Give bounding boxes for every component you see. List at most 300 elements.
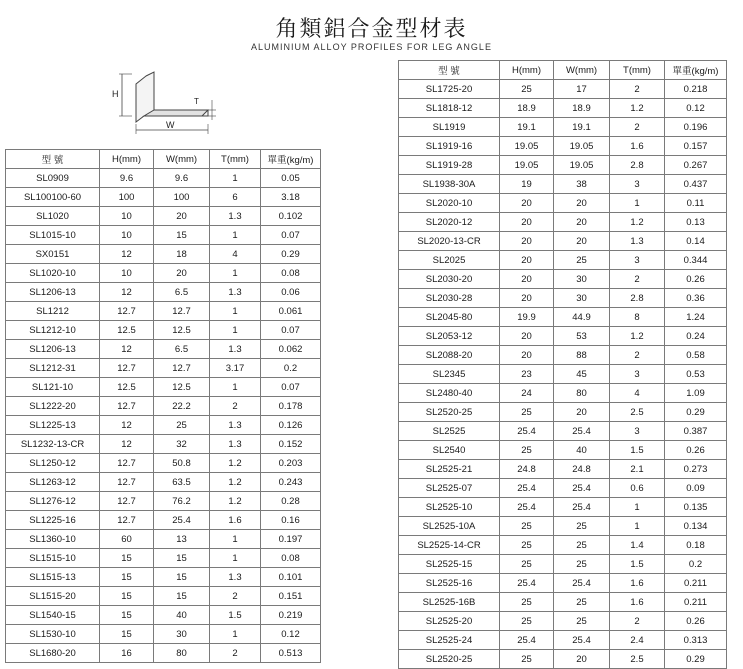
cell-model: SL2480-40 [399, 384, 500, 403]
cell-thickness: 1.2 [210, 492, 261, 511]
cell-width: 76.2 [154, 492, 210, 511]
cell-thickness: 1.3 [210, 283, 261, 302]
col-header-height: H(mm) [500, 61, 554, 80]
table-row [6, 340, 321, 359]
cell-thickness: 3 [610, 175, 665, 194]
table-row [6, 378, 321, 397]
cell-thickness: 2 [610, 80, 665, 99]
cell-model: SL2030-28 [399, 289, 500, 308]
cell-model: SL2045-80 [399, 308, 500, 327]
cell-unit-weight: 0.08 [261, 549, 321, 568]
col-header-width: W(mm) [154, 150, 210, 169]
cell-width: 25 [554, 612, 610, 631]
cell-model: SL2540 [399, 441, 500, 460]
table-row [6, 397, 321, 416]
cell-width: 19.05 [554, 137, 610, 156]
cell-width: 32 [154, 435, 210, 454]
cell-height: 10 [100, 207, 154, 226]
table-row [399, 498, 727, 517]
cell-thickness: 8 [610, 308, 665, 327]
cell-unit-weight: 0.152 [261, 435, 321, 454]
table-row [399, 612, 727, 631]
table-row [6, 264, 321, 283]
cell-unit-weight: 0.26 [665, 612, 727, 631]
cell-unit-weight: 0.344 [665, 251, 727, 270]
cell-unit-weight: 0.06 [261, 283, 321, 302]
cell-unit-weight: 0.211 [665, 574, 727, 593]
col-header-model: 型 號 [6, 150, 100, 169]
cell-width: 80 [554, 384, 610, 403]
cell-thickness: 1.2 [610, 213, 665, 232]
cell-thickness: 1 [610, 194, 665, 213]
cell-height: 16 [100, 644, 154, 663]
cell-height: 25 [500, 80, 554, 99]
cell-unit-weight: 0.219 [261, 606, 321, 625]
cell-unit-weight: 0.16 [261, 511, 321, 530]
cell-height: 10 [100, 264, 154, 283]
cell-height: 20 [500, 213, 554, 232]
cell-height: 12 [100, 340, 154, 359]
cell-width: 19.05 [554, 156, 610, 175]
cell-width: 20 [554, 403, 610, 422]
cell-model: SL1919-16 [399, 137, 500, 156]
cell-width: 20 [554, 213, 610, 232]
page-title: 角類鋁合金型材表 [275, 17, 468, 42]
cell-width: 50.8 [154, 454, 210, 473]
cell-height: 20 [500, 289, 554, 308]
cell-height: 12.7 [100, 302, 154, 321]
cell-model: SL2525-15 [399, 555, 500, 574]
cell-width: 20 [154, 207, 210, 226]
col-header-width: W(mm) [554, 61, 610, 80]
cell-unit-weight: 0.26 [665, 441, 727, 460]
cell-unit-weight: 3.18 [261, 188, 321, 207]
cell-unit-weight: 0.135 [665, 498, 727, 517]
table-row [6, 245, 321, 264]
table-row [6, 492, 321, 511]
cell-width: 30 [554, 270, 610, 289]
cell-model: SL1212-31 [6, 359, 100, 378]
cell-unit-weight: 0.18 [665, 536, 727, 555]
cell-thickness: 2 [610, 270, 665, 289]
cell-unit-weight: 0.157 [665, 137, 727, 156]
cell-thickness: 1 [210, 226, 261, 245]
table-row [6, 435, 321, 454]
cell-unit-weight: 0.08 [261, 264, 321, 283]
cell-thickness: 1 [210, 321, 261, 340]
cell-height: 15 [100, 625, 154, 644]
cell-model: SX0151 [6, 245, 100, 264]
cell-model: SL1515-10 [6, 549, 100, 568]
cell-height: 25.4 [500, 498, 554, 517]
cell-width: 12.7 [154, 302, 210, 321]
cell-width: 12.7 [154, 359, 210, 378]
cell-model: SL1206-13 [6, 283, 100, 302]
cell-unit-weight: 0.151 [261, 587, 321, 606]
cell-model: SL1919-28 [399, 156, 500, 175]
table-row [6, 169, 321, 188]
cell-unit-weight: 0.07 [261, 321, 321, 340]
cell-unit-weight: 0.197 [261, 530, 321, 549]
table-row [6, 359, 321, 378]
cell-width: 20 [554, 650, 610, 669]
cell-width: 100 [154, 188, 210, 207]
cell-height: 25 [500, 403, 554, 422]
cell-model: SL2020-10 [399, 194, 500, 213]
cell-model: SL2525-07 [399, 479, 500, 498]
table-row [6, 625, 321, 644]
table-row [6, 188, 321, 207]
cell-thickness: 1 [210, 549, 261, 568]
cell-height: 15 [100, 568, 154, 587]
cell-width: 25 [154, 416, 210, 435]
table-header-row [6, 150, 321, 169]
table-row [6, 644, 321, 663]
table-row [399, 270, 727, 289]
table-row [6, 454, 321, 473]
cell-width: 15 [154, 587, 210, 606]
table-row [399, 460, 727, 479]
cell-unit-weight: 0.53 [665, 365, 727, 384]
cell-unit-weight: 0.14 [665, 232, 727, 251]
table-row [6, 511, 321, 530]
cell-thickness: 1.4 [610, 536, 665, 555]
cell-model: SL2520-25 [399, 650, 500, 669]
cell-width: 25.4 [154, 511, 210, 530]
table-row [399, 118, 727, 137]
cell-height: 19.9 [500, 308, 554, 327]
cell-width: 18 [154, 245, 210, 264]
cell-model: SL1818-12 [399, 99, 500, 118]
cell-unit-weight: 0.07 [261, 226, 321, 245]
cell-unit-weight: 0.24 [665, 327, 727, 346]
cell-height: 25.4 [500, 422, 554, 441]
cell-model: SL2520-25 [399, 403, 500, 422]
table-row [6, 302, 321, 321]
table-row [399, 346, 727, 365]
cell-unit-weight: 0.203 [261, 454, 321, 473]
cell-width: 25.4 [554, 631, 610, 650]
cell-thickness: 1 [210, 625, 261, 644]
cell-height: 24 [500, 384, 554, 403]
cell-width: 6.5 [154, 340, 210, 359]
table-row [399, 517, 727, 536]
col-header-thickness: T(mm) [610, 61, 665, 80]
cell-width: 45 [554, 365, 610, 384]
cell-width: 15 [154, 549, 210, 568]
cell-width: 53 [554, 327, 610, 346]
cell-height: 12.7 [100, 454, 154, 473]
cell-model: SL2025 [399, 251, 500, 270]
cell-model: SL0909 [6, 169, 100, 188]
cell-width: 25 [554, 517, 610, 536]
cell-model: SL2525-21 [399, 460, 500, 479]
cell-height: 20 [500, 346, 554, 365]
cell-thickness: 2 [610, 118, 665, 137]
cell-height: 12 [100, 245, 154, 264]
table-row [399, 213, 727, 232]
cell-thickness: 1 [210, 530, 261, 549]
table-row [399, 137, 727, 156]
cell-height: 12.5 [100, 321, 154, 340]
cell-thickness: 1.3 [210, 435, 261, 454]
cell-unit-weight: 0.2 [261, 359, 321, 378]
cell-unit-weight: 0.36 [665, 289, 727, 308]
page-subtitle: ALUMINIUM ALLOY PROFILES FOR LEG ANGLE [251, 42, 492, 52]
table-row [399, 441, 727, 460]
table-row [399, 422, 727, 441]
col-header-unit-weight: 單重(kg/m) [665, 61, 727, 80]
cell-unit-weight: 0.196 [665, 118, 727, 137]
cell-unit-weight: 0.273 [665, 460, 727, 479]
cell-thickness: 2.8 [610, 156, 665, 175]
col-header-height: H(mm) [100, 150, 154, 169]
table-row [6, 416, 321, 435]
t-label: T [194, 97, 199, 106]
cell-unit-weight: 0.29 [665, 650, 727, 669]
cell-height: 18.9 [500, 99, 554, 118]
cell-width: 20 [554, 232, 610, 251]
cell-unit-weight: 0.26 [665, 270, 727, 289]
cell-height: 25.4 [500, 574, 554, 593]
cell-height: 25 [500, 536, 554, 555]
cell-width: 80 [154, 644, 210, 663]
table-row [399, 308, 727, 327]
table-row [399, 194, 727, 213]
cell-width: 13 [154, 530, 210, 549]
cell-model: SL1680-20 [6, 644, 100, 663]
cell-thickness: 2.8 [610, 289, 665, 308]
cell-width: 25.4 [554, 422, 610, 441]
cell-height: 20 [500, 270, 554, 289]
cell-thickness: 2.1 [610, 460, 665, 479]
cell-model: SL121-10 [6, 378, 100, 397]
cell-thickness: 1 [610, 517, 665, 536]
cell-thickness: 3.17 [210, 359, 261, 378]
cell-width: 19.1 [554, 118, 610, 137]
cell-model: SL2525 [399, 422, 500, 441]
cell-width: 25.4 [554, 574, 610, 593]
cell-model: SL1263-12 [6, 473, 100, 492]
cell-height: 12.7 [100, 473, 154, 492]
cell-model: SL1515-20 [6, 587, 100, 606]
cell-thickness: 4 [610, 384, 665, 403]
cell-thickness: 1.2 [210, 473, 261, 492]
cell-height: 19.1 [500, 118, 554, 137]
cell-width: 30 [154, 625, 210, 644]
cell-unit-weight: 1.09 [665, 384, 727, 403]
cell-model: SL2020-12 [399, 213, 500, 232]
cell-thickness: 2.5 [610, 650, 665, 669]
cell-thickness: 3 [610, 422, 665, 441]
cell-height: 25 [500, 650, 554, 669]
leg-angle-diagram [108, 70, 218, 140]
cell-thickness: 1.2 [210, 454, 261, 473]
cell-thickness: 1.5 [610, 555, 665, 574]
table-row [6, 473, 321, 492]
cell-thickness: 1.5 [210, 606, 261, 625]
table-header-row [399, 61, 727, 80]
cell-unit-weight: 0.13 [665, 213, 727, 232]
cell-height: 25.4 [500, 631, 554, 650]
cell-model: SL2020-13-CR [399, 232, 500, 251]
cell-height: 20 [500, 232, 554, 251]
table-row [399, 80, 727, 99]
cell-unit-weight: 0.126 [261, 416, 321, 435]
cell-model: SL1212-10 [6, 321, 100, 340]
col-header-model: 型 號 [399, 61, 500, 80]
cell-width: 25.4 [554, 498, 610, 517]
table-row [399, 384, 727, 403]
table-row [6, 587, 321, 606]
cell-width: 40 [154, 606, 210, 625]
cell-height: 12.5 [100, 378, 154, 397]
cell-thickness: 1 [610, 498, 665, 517]
cell-height: 12 [100, 283, 154, 302]
cell-width: 40 [554, 441, 610, 460]
cell-model: SL1540-15 [6, 606, 100, 625]
cell-model: SL1919 [399, 118, 500, 137]
cell-model: SL2053-12 [399, 327, 500, 346]
table-row [399, 536, 727, 555]
cell-thickness: 3 [610, 365, 665, 384]
cell-width: 22.2 [154, 397, 210, 416]
profiles-table-right [398, 60, 727, 669]
cell-width: 20 [154, 264, 210, 283]
right-table-body [399, 80, 727, 669]
cell-model: SL2525-14-CR [399, 536, 500, 555]
cell-height: 25 [500, 441, 554, 460]
table-row [6, 568, 321, 587]
cell-model: SL1225-16 [6, 511, 100, 530]
table-row [399, 156, 727, 175]
cell-thickness: 1.2 [610, 99, 665, 118]
cell-model: SL1250-12 [6, 454, 100, 473]
cell-unit-weight: 0.11 [665, 194, 727, 213]
cell-thickness: 1.6 [610, 593, 665, 612]
cell-unit-weight: 0.05 [261, 169, 321, 188]
cell-thickness: 2 [210, 644, 261, 663]
cell-height: 23 [500, 365, 554, 384]
cell-unit-weight: 0.12 [665, 99, 727, 118]
cell-height: 20 [500, 194, 554, 213]
table-row [6, 226, 321, 245]
cell-width: 38 [554, 175, 610, 194]
cell-width: 25.4 [554, 479, 610, 498]
cell-height: 12 [100, 416, 154, 435]
cell-model: SL2345 [399, 365, 500, 384]
cell-model: SL1276-12 [6, 492, 100, 511]
table-row [6, 606, 321, 625]
table-row [399, 631, 727, 650]
cell-width: 88 [554, 346, 610, 365]
cell-model: SL1938-30A [399, 175, 500, 194]
cell-thickness: 1.3 [610, 232, 665, 251]
cell-thickness: 2 [210, 397, 261, 416]
cell-thickness: 1 [210, 378, 261, 397]
cell-model: SL2030-20 [399, 270, 500, 289]
cell-thickness: 1.6 [210, 511, 261, 530]
cell-model: SL1225-13 [6, 416, 100, 435]
cell-height: 60 [100, 530, 154, 549]
cell-thickness: 2.5 [610, 403, 665, 422]
cell-thickness: 1 [210, 302, 261, 321]
cell-width: 20 [554, 194, 610, 213]
cell-model: SL2525-24 [399, 631, 500, 650]
cell-height: 25 [500, 555, 554, 574]
cell-unit-weight: 0.218 [665, 80, 727, 99]
table-row [399, 650, 727, 669]
cell-unit-weight: 0.513 [261, 644, 321, 663]
cell-width: 15 [154, 568, 210, 587]
profiles-table-left [5, 149, 321, 663]
cell-width: 25 [554, 536, 610, 555]
cell-model: SL1020 [6, 207, 100, 226]
cell-thickness: 1 [210, 169, 261, 188]
cell-unit-weight: 0.09 [665, 479, 727, 498]
cell-height: 12.7 [100, 397, 154, 416]
cell-height: 9.6 [100, 169, 154, 188]
cell-thickness: 1.2 [610, 327, 665, 346]
cell-height: 12.7 [100, 492, 154, 511]
table-row [399, 593, 727, 612]
cell-model: SL2525-16B [399, 593, 500, 612]
col-header-thickness: T(mm) [210, 150, 261, 169]
cell-width: 15 [154, 226, 210, 245]
table-row [399, 251, 727, 270]
cell-thickness: 0.6 [610, 479, 665, 498]
cell-unit-weight: 0.2 [665, 555, 727, 574]
cell-unit-weight: 0.178 [261, 397, 321, 416]
cell-unit-weight: 0.28 [261, 492, 321, 511]
cell-height: 10 [100, 226, 154, 245]
cell-unit-weight: 0.134 [665, 517, 727, 536]
cell-width: 6.5 [154, 283, 210, 302]
cell-height: 25.4 [500, 479, 554, 498]
cell-unit-weight: 0.313 [665, 631, 727, 650]
cell-thickness: 1.6 [610, 574, 665, 593]
cell-model: SL1232-13-CR [6, 435, 100, 454]
cell-height: 25 [500, 517, 554, 536]
cell-width: 44.9 [554, 308, 610, 327]
table-row [6, 549, 321, 568]
cell-height: 19.05 [500, 137, 554, 156]
cell-unit-weight: 0.101 [261, 568, 321, 587]
cell-thickness: 1.3 [210, 568, 261, 587]
cell-model: SL2525-16 [399, 574, 500, 593]
table-row [6, 321, 321, 340]
cell-width: 25 [554, 593, 610, 612]
cell-thickness: 2 [610, 612, 665, 631]
cell-height: 15 [100, 549, 154, 568]
table-row [399, 232, 727, 251]
cell-width: 18.9 [554, 99, 610, 118]
cell-width: 30 [554, 289, 610, 308]
table-row [399, 365, 727, 384]
cell-unit-weight: 0.267 [665, 156, 727, 175]
cell-height: 100 [100, 188, 154, 207]
cell-unit-weight: 0.062 [261, 340, 321, 359]
cell-thickness: 2.4 [610, 631, 665, 650]
cell-height: 25 [500, 612, 554, 631]
cell-model: SL1222-20 [6, 397, 100, 416]
table-row [6, 283, 321, 302]
left-table-body [6, 169, 321, 663]
cell-unit-weight: 0.211 [665, 593, 727, 612]
cell-model: SL2525-10 [399, 498, 500, 517]
cell-thickness: 1.6 [610, 137, 665, 156]
cell-unit-weight: 0.437 [665, 175, 727, 194]
